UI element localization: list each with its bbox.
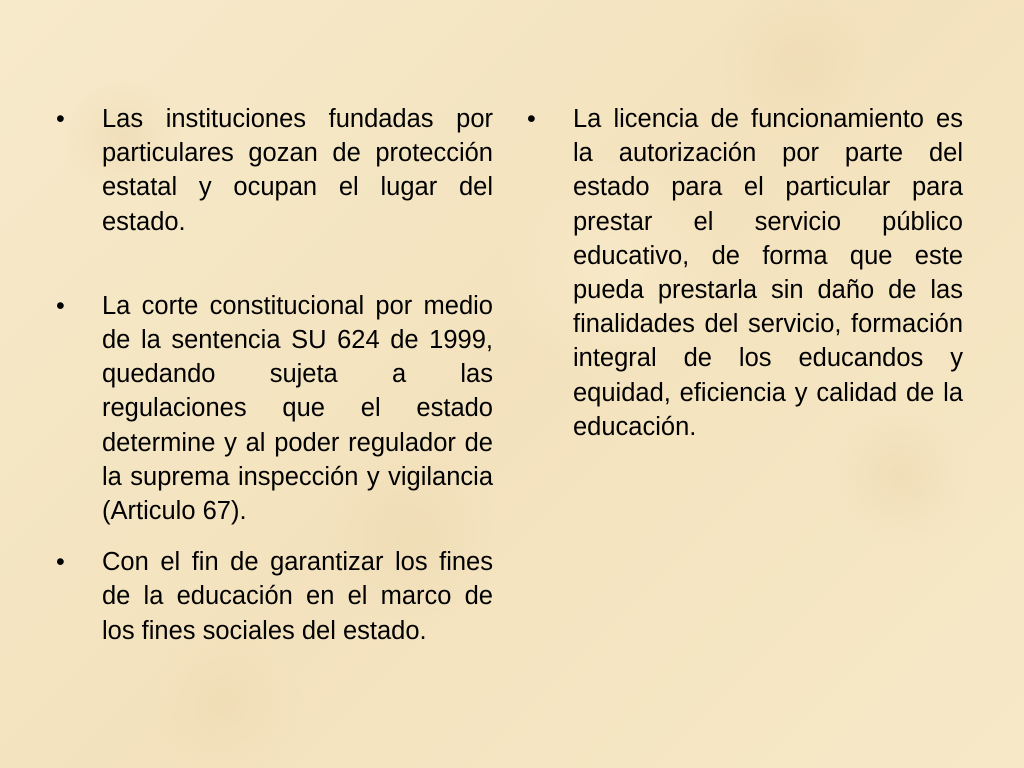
bullet-icon: • [56,291,65,320]
bullet-item [527,102,963,444]
bullet-icon: • [56,105,65,133]
bullet-text: La corte constitucional por medio de la sentencia SU 624 de 1999, quedando sujeta a las regulaciones que el estado determine y al poder regulador de la suprema inspección y vigilancia (Articulo 67). [102,291,493,526]
bullet-item [56,102,493,239]
bullet-text: La licencia de funcionamiento es la autorización por parte del estado para el particular para prestar el servicio público educativo, de forma que este pueda prestarla sin daño de las finalidades del servicio, formación integral de los educandos y equidad, eficiencia y calidad de la educación. [573,105,963,441]
bullet-icon: • [56,548,65,577]
right-column [527,102,963,444]
left-column [56,102,493,648]
bullet-text: Las instituciones fundadas por particulares gozan de protección estatal y ocupan el lugar del estado. [102,105,493,236]
bullet-text: Con el fin de garantizar los fines de la educación en el marco de los fines sociales del estado. [102,548,493,645]
bullet-icon: • [527,105,536,133]
bullet-item [56,545,493,648]
bullet-item [56,289,493,528]
